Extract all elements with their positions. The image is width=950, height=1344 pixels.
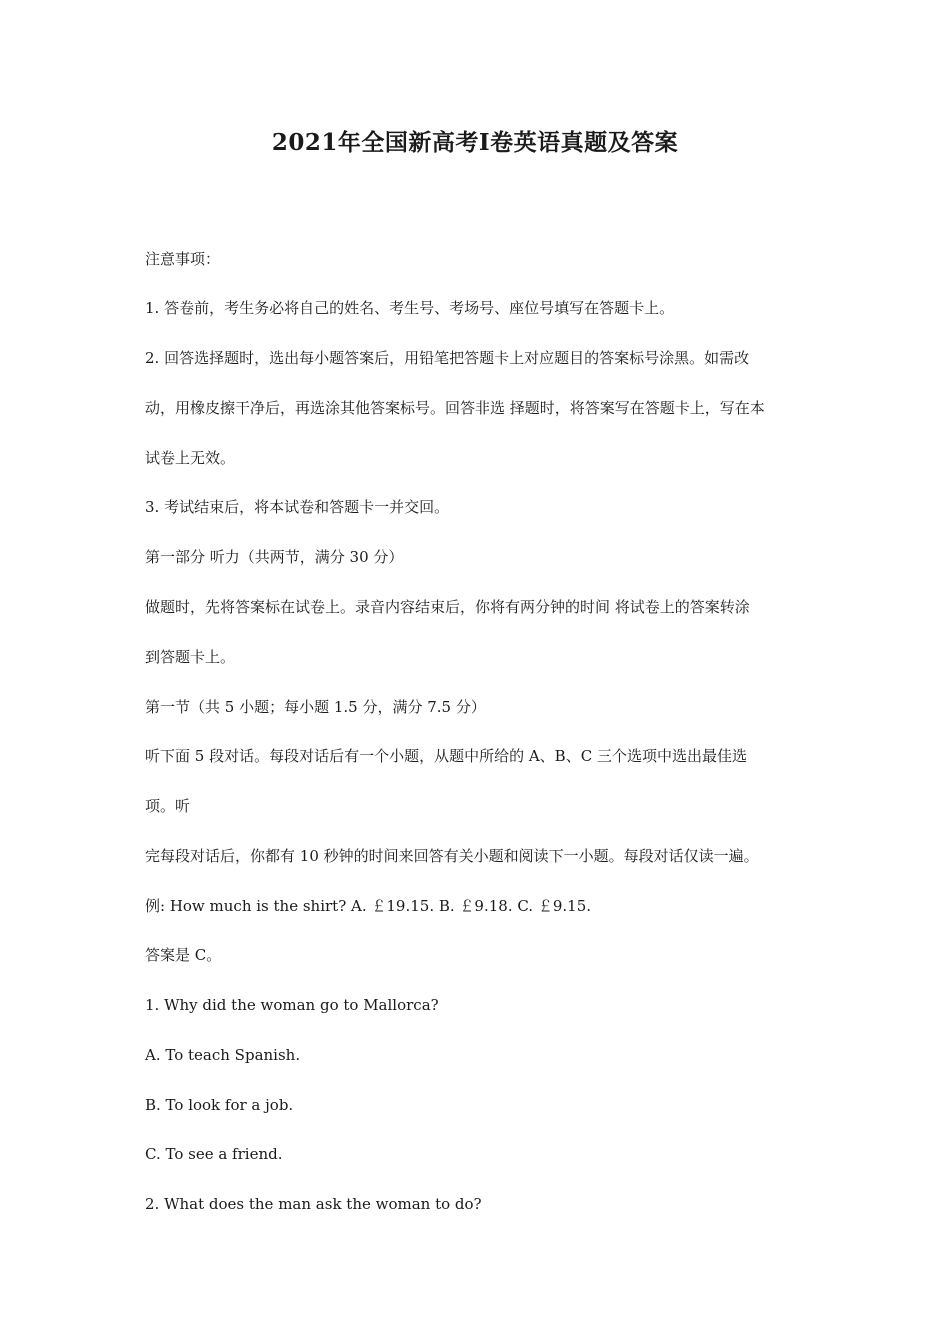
section-one-heading: 第一节（共 5 小题；每小题 1.5 分，满分 7.5 分） — [145, 698, 486, 716]
notice-item-2: 2. 回答选择题时，选出每小题答案后，用铅笔把答题卡上对应题目的答案标号涂黑。如需改 — [145, 349, 750, 367]
notice-heading: 注意事项： — [145, 250, 221, 268]
section-one-instruction-cont: 项。听 — [145, 797, 191, 815]
notice-item-3: 3. 考试结束后，将本试卷和答题卡一并交回。 — [145, 498, 450, 516]
notice-item-1: 1. 答卷前，考生务必将自己的姓名、考生号、考场号、座位号填写在答题卡上。 — [145, 299, 675, 317]
question-1-option-a: A. To teach Spanish. — [145, 1046, 301, 1064]
notice-item-2-end: 试卷上无效。 — [145, 449, 236, 467]
question-2: 2. What does the man ask the woman to do? — [145, 1195, 482, 1213]
question-1: 1. Why did the woman go to Mallorca? — [145, 996, 439, 1014]
part-one-instruction: 做题时，先将答案标在试卷上。录音内容结束后，你将有两分钟的时间 将试卷上的答案转涂 — [145, 598, 750, 616]
section-one-instruction-end: 完每段对话后，你都有 10 秒钟的时间来回答有关小题和阅读下一小题。每段对话仅读一遍。 — [145, 847, 759, 865]
example-answer: 答案是 C。 — [145, 946, 222, 964]
part-one-heading: 第一部分 听力（共两节，满分 30 分） — [145, 548, 404, 566]
question-1-option-c: C. To see a friend. — [145, 1145, 283, 1163]
example-question: 例: How much is the shirt? A. ￡19.15. B. ￡9.18. C. ￡9.15. — [145, 897, 592, 915]
section-one-instruction: 听下面 5 段对话。每段对话后有一个小题，从题中所给的 A、B、C 三个选项中选出最佳选 — [145, 747, 747, 765]
document-title: 2021年全国新高考Ⅰ卷英语真题及答案 — [271, 129, 679, 156]
part-one-instruction-cont: 到答题卡上。 — [145, 648, 236, 666]
notice-item-2-cont: 动，用橡皮擦干净后，再选涂其他答案标号。回答非选 择题时，将答案写在答题卡上，写在本 — [145, 399, 765, 417]
question-1-option-b: B. To look for a job. — [145, 1096, 294, 1114]
